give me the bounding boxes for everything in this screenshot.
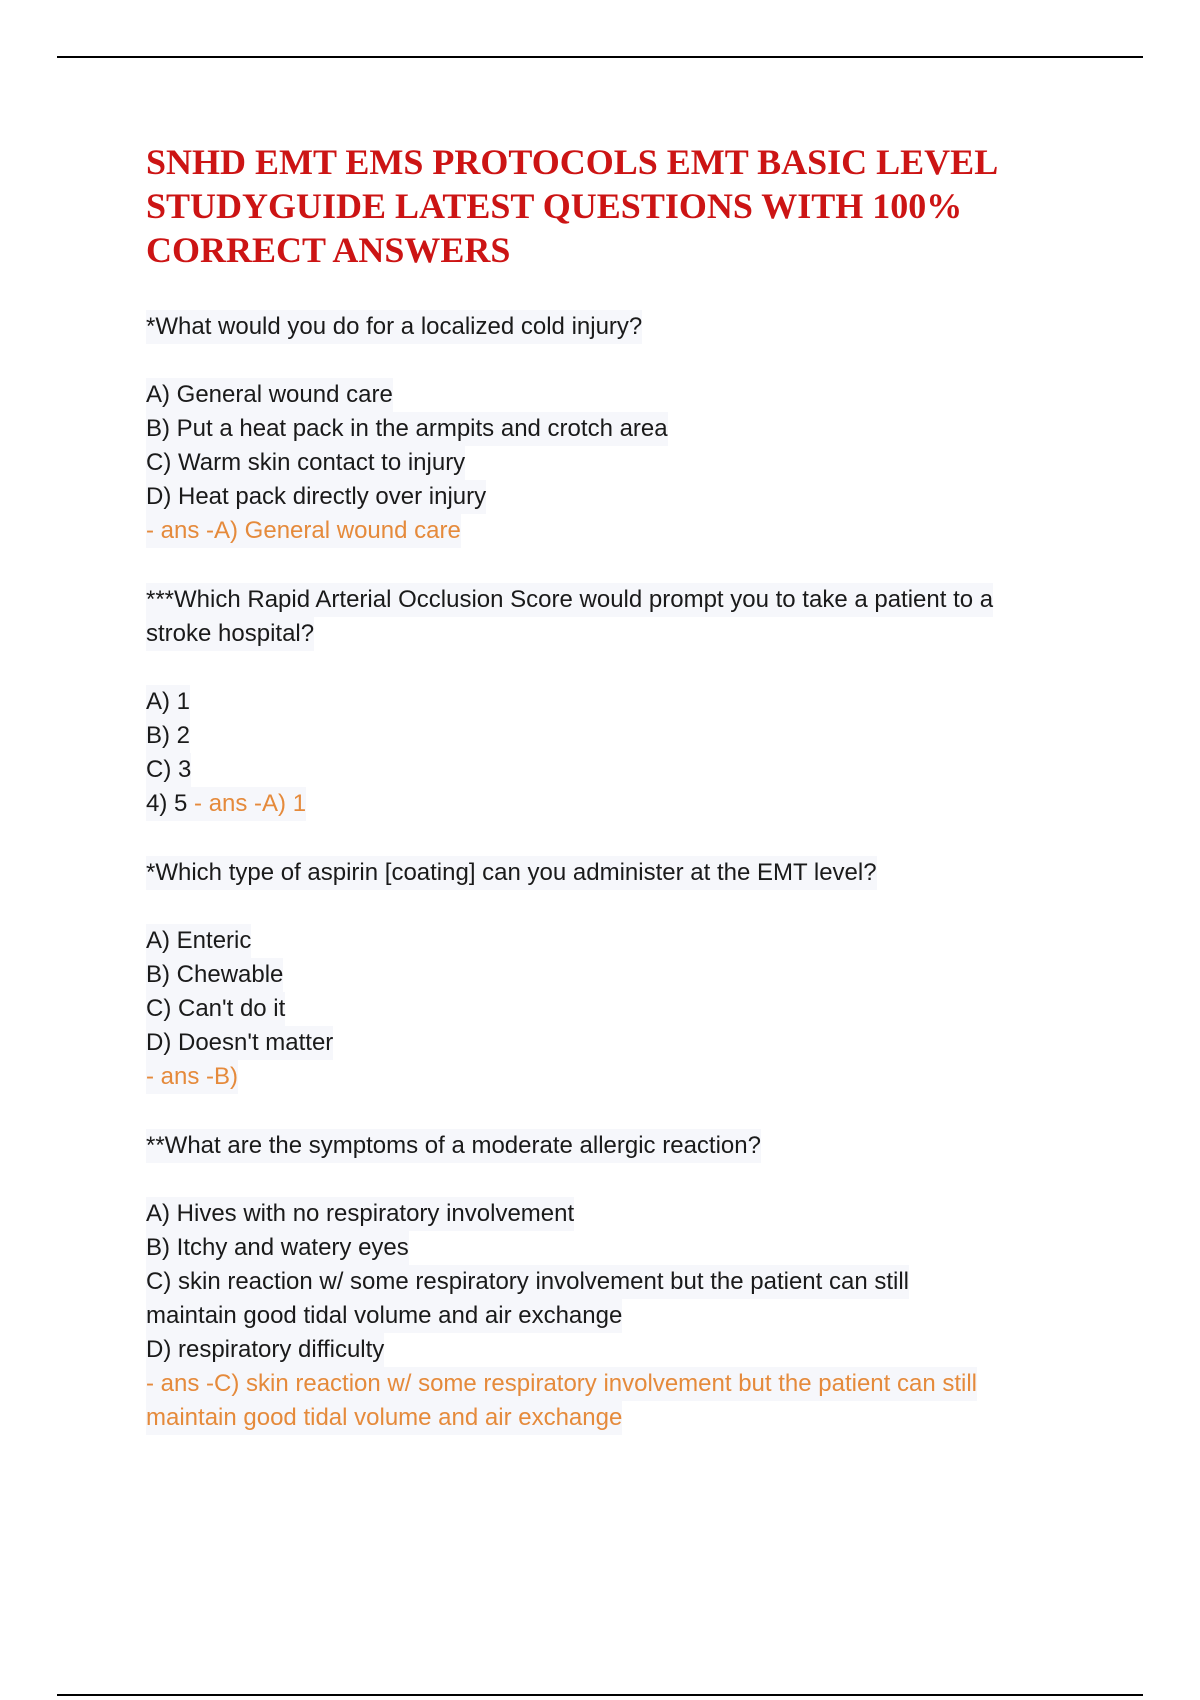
- answer: maintain good tidal volume and air exchange: [146, 1401, 622, 1435]
- option: B) 2: [146, 719, 190, 753]
- bottom-rule: [57, 1694, 1143, 1696]
- option: B) Itchy and watery eyes: [146, 1231, 409, 1265]
- document-body: [146, 140, 1086, 1470]
- option: C) Can't do it: [146, 992, 285, 1026]
- title-line: SNHD EMT EMS PROTOCOLS EMT BASIC LEVEL: [146, 142, 999, 182]
- option: A) General wound care: [146, 378, 393, 412]
- top-rule: [57, 56, 1143, 58]
- option: A) 1: [146, 685, 190, 719]
- document-title: [146, 140, 1086, 272]
- option: B) Put a heat pack in the armpits and crotch area: [146, 412, 668, 446]
- answer: - ans -A) 1: [187, 790, 307, 817]
- question-2: [146, 583, 1086, 821]
- title-line: CORRECT ANSWERS: [146, 230, 511, 270]
- option: C) 3: [146, 753, 191, 787]
- answer: - ans -B): [146, 1060, 238, 1094]
- option: A) Enteric: [146, 924, 251, 958]
- option: C) skin reaction w/ some respiratory involvement but the patient can still: [146, 1265, 909, 1299]
- answer: - ans -A) General wound care: [146, 514, 461, 548]
- question-3: [146, 856, 1086, 1094]
- option: C) Warm skin contact to injury: [146, 446, 465, 480]
- question-text: ***Which Rapid Arterial Occlusion Score would prompt you to take a patient to a: [146, 583, 993, 617]
- question-text: *Which type of aspirin [coating] can you administer at the EMT level?: [146, 856, 877, 890]
- question-1: [146, 310, 1086, 548]
- answer: - ans -C) skin reaction w/ some respiratory involvement but the patient can still: [146, 1367, 977, 1401]
- option: D) Heat pack directly over injury: [146, 480, 486, 514]
- option-with-answer: [146, 787, 306, 821]
- title-line: STUDYGUIDE LATEST QUESTIONS WITH 100%: [146, 186, 963, 226]
- question-text: **What are the symptoms of a moderate allergic reaction?: [146, 1129, 761, 1163]
- question-text: stroke hospital?: [146, 617, 314, 651]
- option: 4) 5: [146, 790, 188, 817]
- option: A) Hives with no respiratory involvement: [146, 1197, 574, 1231]
- option: B) Chewable: [146, 958, 283, 992]
- option: D) Doesn't matter: [146, 1026, 333, 1060]
- option: D) respiratory difficulty: [146, 1333, 384, 1367]
- question-4: [146, 1129, 1086, 1435]
- question-text: *What would you do for a localized cold injury?: [146, 310, 642, 344]
- option: maintain good tidal volume and air exchange: [146, 1299, 622, 1333]
